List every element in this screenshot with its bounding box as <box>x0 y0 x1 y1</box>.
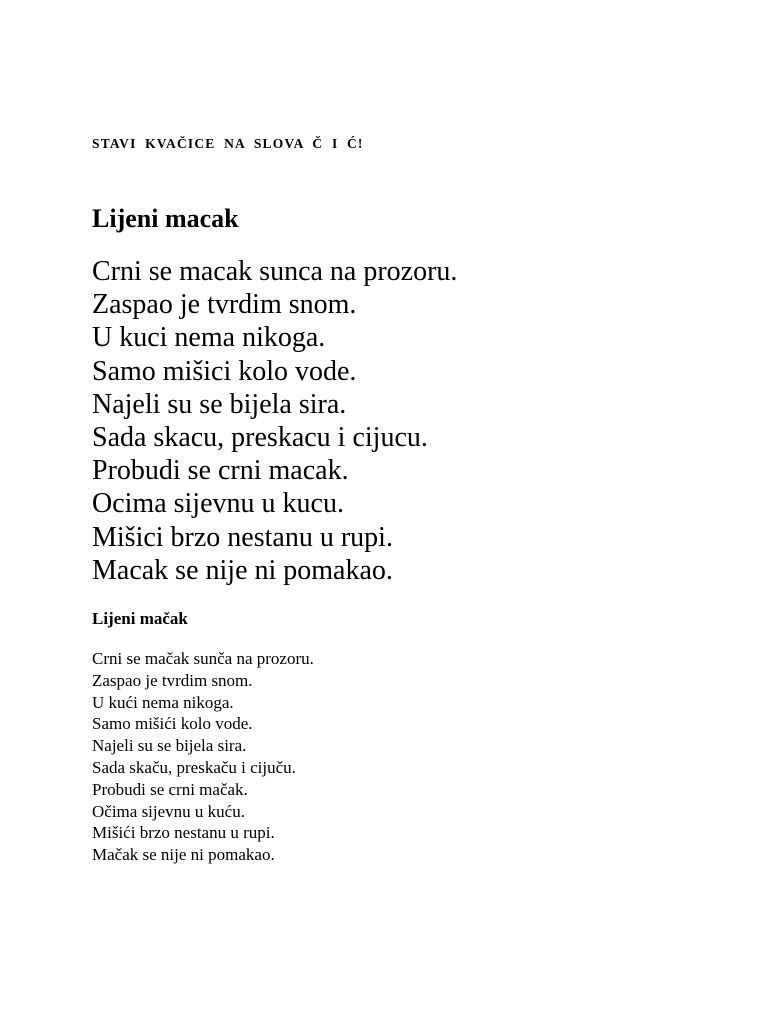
exercise-line: Ocima sijevnu u kucu. <box>92 488 344 520</box>
solution-poem <box>92 648 314 866</box>
exercise-line: Probudi se crni macak. <box>92 455 349 487</box>
solution-line: U kući nema nikoga. <box>92 692 234 712</box>
exercise-line: Crni se macak sunca na prozoru. <box>92 256 458 287</box>
solution-line: Crni se mačak sunča na prozoru. <box>92 649 314 668</box>
solution-line: Probudi se crni mačak. <box>92 779 248 799</box>
exercise-line: Najeli su se bijela sira. <box>92 388 347 420</box>
solution-line: Očima sijevnu u kuću. <box>92 801 245 821</box>
exercise-poem <box>92 255 457 587</box>
solution-line: Mačak se nije ni pomakao. <box>92 845 275 865</box>
exercise-line: Mišici brzo nestanu u rupi. <box>92 521 393 553</box>
exercise-line: Macak se nije ni pomakao. <box>92 554 393 586</box>
solution-line: Mišići brzo nestanu u rupi. <box>92 823 275 843</box>
solution-line: Najeli su se bijela sira. <box>92 736 247 756</box>
exercise-title: Lijeni macak <box>92 204 239 233</box>
exercise-line: Samo mišici kolo vode. <box>92 355 357 387</box>
exercise-line: U kuci nema nikoga. <box>92 322 326 354</box>
solution-line: Samo mišići kolo vode. <box>92 714 253 734</box>
exercise-line: Zaspao je tvrdim snom. <box>92 289 357 321</box>
solution-line: Sada skaču, preskaču i cijuču. <box>92 757 296 777</box>
instruction-heading: STAVI KVAČICE NA SLOVA Č I Ć! <box>92 136 364 151</box>
solution-title: Lijeni mačak <box>92 609 188 628</box>
solution-line: Zaspao je tvrdim snom. <box>92 670 253 690</box>
exercise-line: Sada skacu, preskacu i cijucu. <box>92 422 428 454</box>
